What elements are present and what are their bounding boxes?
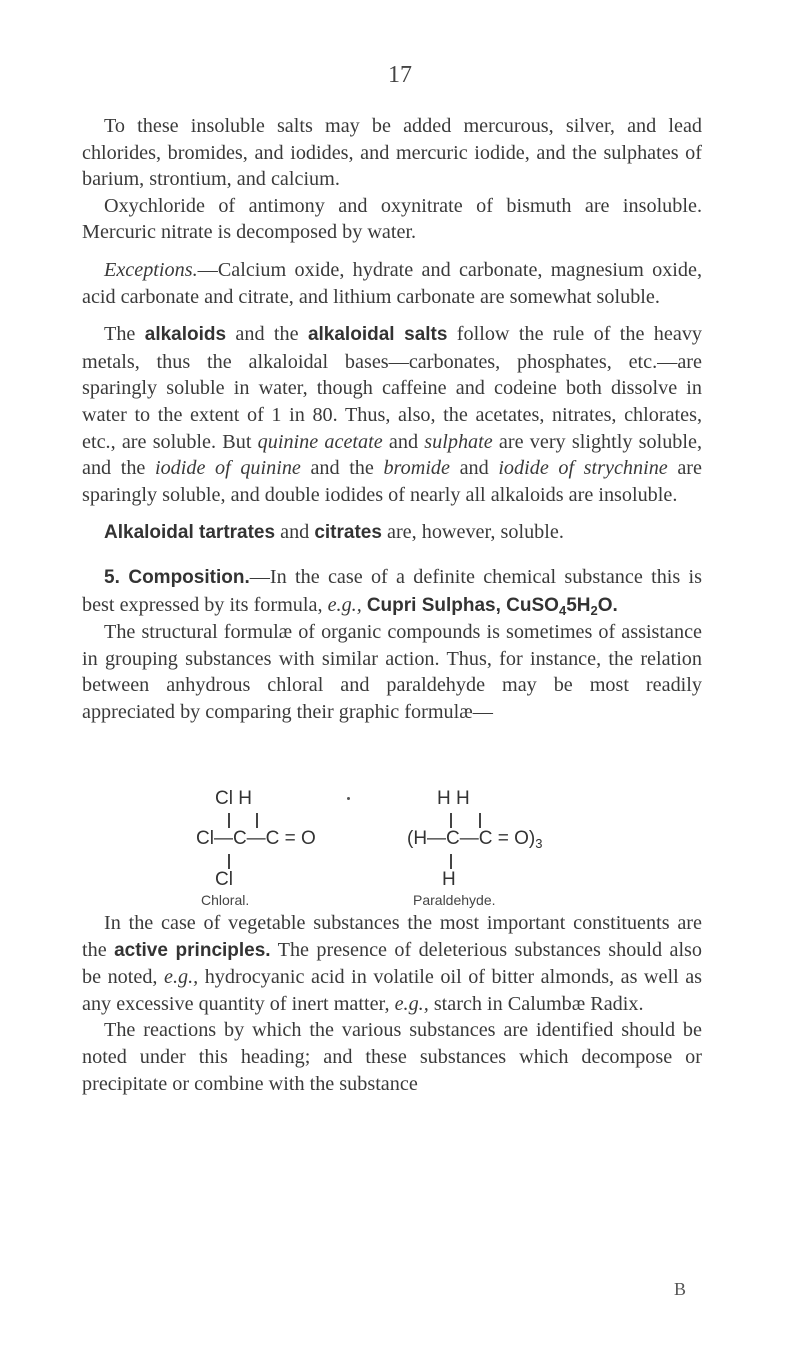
chloral-top-row: Cl H — [215, 788, 252, 809]
printing-dot — [347, 797, 350, 800]
paragraph-tartrates — [82, 519, 702, 547]
veg-text-4: starch in Calumbæ Radix. — [428, 992, 644, 1015]
exceptions-text: —Calcium oxide, hydrate and carbonate, magnesium oxide, acid carbonate and citrate, and lithium carbonate are somewhat soluble. — [82, 258, 702, 308]
paragraph-oxychloride: Oxychloride of antimony and oxynitrate of bismuth are insoluble. Mercuric nitrate is decomposed by water. — [82, 194, 702, 244]
paraldehyde-bond-top-right — [479, 813, 481, 828]
bromide-term: bromide — [383, 457, 450, 480]
exceptions-label: Exceptions. — [104, 258, 198, 281]
iodide-of-quinine-term: iodide of quinine — [154, 457, 301, 480]
tartrates-text-2: are, however, soluble. — [381, 521, 564, 544]
alk-text-8: are sparingly soluble, and double iodides of nearly all alkaloids are insoluble. — [82, 457, 702, 506]
citrates-term: citrates — [314, 522, 382, 544]
paraldehyde-middle-row — [407, 828, 542, 850]
alk-text-3: follow the rule of the heavy metals, thus the alkaloidal bases—carbonates, phosphates, etc.—are sparingly soluble in water, though caffeine and codeine both dissolve in water to the extent of 1 in 80. Thus, also, the acetates, nitrates, chlorates, etc., are soluble. But — [82, 323, 703, 453]
formula-part-b: 5H — [566, 594, 591, 616]
graphic-formulae — [0, 788, 800, 908]
paragraph-reactions: The reactions by which the various substances are identified should be noted under this heading; and these substances which decompose or precipitate or combine with the substance — [82, 1019, 702, 1095]
text-upper — [82, 113, 702, 725]
formula-part-a: CuSO — [500, 594, 559, 616]
paraldehyde-top-row: H H — [437, 788, 470, 809]
signature-mark: B — [674, 1279, 687, 1299]
alk-text-7: and — [450, 457, 499, 480]
composition-eg: e.g., — [327, 593, 362, 616]
alkaloidal-tartrates-term: Alkaloidal tartrates — [104, 522, 276, 544]
veg-text-2: The presence of deleterious substances should also be noted, — [82, 938, 702, 989]
chloral-middle-row: Cl—C—C = O — [196, 828, 316, 849]
alk-text-2: and the — [226, 323, 308, 346]
chloral-caption: Chloral. — [201, 892, 250, 908]
paraldehyde-middle-text: (H—C—C = O) — [407, 828, 536, 849]
chloral-bottom-row: Cl — [215, 869, 233, 890]
composition-text-1: —In the case of a definite chemical substance this is best expressed by its formula, — [82, 565, 703, 616]
paragraph-alkaloids — [82, 321, 702, 508]
alk-text-5: are very slightly soluble, and the — [82, 430, 703, 480]
veg-eg-2: e.g., — [394, 992, 429, 1015]
alk-text-4: and — [382, 430, 425, 453]
paragraph-vegetable-substances — [82, 910, 702, 1017]
paraldehyde-subscript: 3 — [535, 836, 543, 851]
sulphate-term: sulphate — [424, 430, 493, 453]
paragraph-composition — [82, 564, 702, 619]
quinine-acetate-term: quinine acetate — [257, 430, 383, 453]
formula-sub-2: 2 — [590, 602, 598, 618]
paragraph-insoluble-salts: To these insoluble salts may be added mercurous, silver, and lead chlorides, bromides, and iodides, and mercuric iodide, and the sulphates of barium, strontium, and calcium. — [82, 115, 702, 191]
formula-part-c: O. — [597, 594, 618, 616]
cupri-sulphas-formula — [501, 595, 618, 616]
chloral-bond-top-left — [228, 813, 230, 828]
text-lower — [82, 910, 702, 1097]
paragraph-exceptions — [82, 257, 702, 310]
chloral-bond-top-right — [256, 813, 258, 828]
page-number: 17 — [388, 62, 412, 88]
alkaloidal-salts-term: alkaloidal salts — [307, 324, 448, 346]
veg-text-1: In the case of vegetable substances the most important constituents are the — [82, 912, 702, 961]
tartrates-text-1: and — [275, 521, 315, 544]
section-heading-composition: 5. Composition. — [104, 566, 250, 588]
alkaloids-term: alkaloids — [144, 324, 227, 346]
active-principles-term: active principles. — [114, 939, 271, 961]
chloral-bond-bottom — [228, 854, 230, 869]
formula-sub-1: 4 — [558, 602, 567, 618]
paraldehyde-bond-bottom — [450, 854, 452, 869]
veg-text-3: hydrocyanic acid in volatile oil of bitter almonds, as well as any excessive quantity of inert matter, — [82, 966, 703, 1015]
paraldehyde-bottom-row: H — [442, 869, 456, 890]
paraldehyde-caption: Paraldehyde. — [413, 892, 496, 908]
cupri-sulphas-name: Cupri Sulphas, — [366, 594, 501, 616]
alk-text-1: The — [104, 323, 145, 346]
alk-text-6: and the — [300, 457, 384, 480]
veg-eg-1: e.g., — [163, 966, 199, 989]
paraldehyde-bond-top-left — [450, 813, 452, 828]
iodide-of-strychnine-term: iodide of strychnine — [498, 457, 668, 480]
paragraph-structural-formulae: The structural formulæ of organic compounds is sometimes of assistance in grouping substances with similar action. Thus, for instance, the relation between anhydrous chloral and paraldehyde may be most readily appreciated by comparing their graphic formulæ— — [82, 621, 702, 723]
